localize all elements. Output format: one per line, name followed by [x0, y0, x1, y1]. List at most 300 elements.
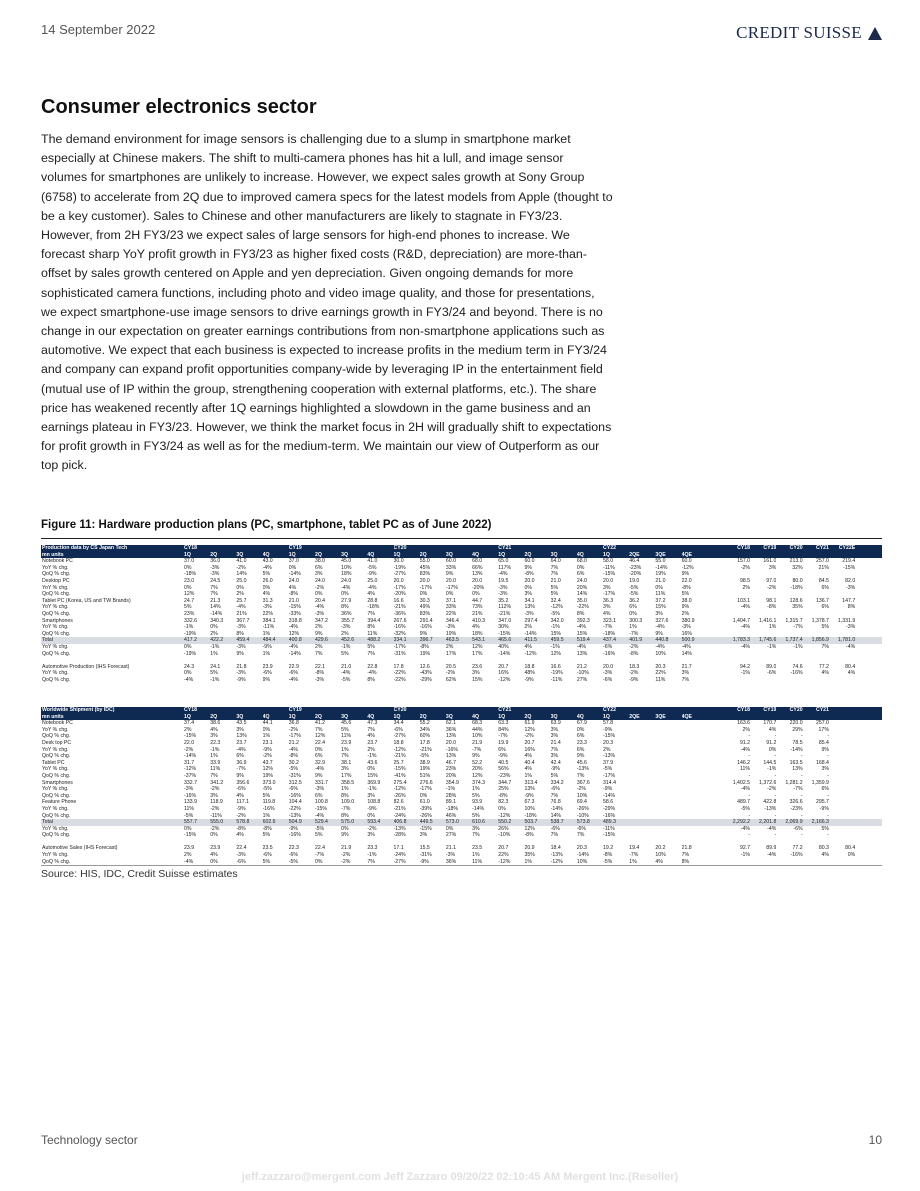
table-cell: 543.1 [472, 637, 486, 644]
table-cell [829, 819, 855, 826]
table-cell: 12% [314, 733, 326, 740]
table-cell: 91.2 [739, 739, 751, 746]
table-cell: -4% [655, 643, 665, 650]
table-cell: 7% [367, 650, 375, 657]
table-row [41, 585, 882, 592]
table-cell: 6% [821, 584, 829, 591]
table-cell [629, 740, 655, 747]
table-cell: -29% [419, 676, 432, 683]
table-cell [829, 571, 855, 578]
table-cell: 18.3 [629, 663, 640, 670]
table-cell [682, 819, 708, 826]
table-cell: - [827, 792, 829, 799]
table-cell: -2% [210, 825, 220, 832]
row-label: YoY % chg. [42, 564, 69, 571]
table-cell: 20.0 [603, 577, 614, 584]
table-cell: 3% [681, 670, 690, 677]
table-cell: 17.1 [393, 845, 404, 852]
table-cell: 1,378.7 [811, 617, 829, 624]
table-cell [829, 832, 855, 839]
table-cell [829, 826, 855, 833]
table-cell [682, 780, 708, 787]
table-cell: 28.8 [367, 597, 378, 604]
column-gap [708, 753, 724, 760]
table-cell: 1Q [393, 713, 401, 720]
table-cell [724, 677, 750, 684]
watermark: jeff.zazzaro@mergent.com Jeff Zazzaro 09/20/22 02:10:45 AM Mergent Inc.(Reseller) [241, 1171, 679, 1183]
table-cell: 4% [367, 733, 375, 740]
table-cell: 38.0 [681, 597, 692, 604]
table-cell [341, 707, 367, 714]
table-cell [236, 707, 262, 714]
table-cell: 20% [576, 584, 588, 591]
table-row [41, 773, 882, 780]
table-cell [655, 766, 681, 773]
table-cell: 0% [210, 624, 218, 631]
table-cell: 30.2 [288, 759, 299, 766]
table-cell: 0% [184, 584, 192, 591]
table-cell: 16% [681, 630, 692, 637]
table-cell: -5% [629, 591, 639, 598]
column-gap [708, 571, 724, 578]
table-cell [776, 651, 802, 658]
table-cell: 367.7 [236, 617, 250, 624]
table-cell: CY22E [838, 545, 856, 551]
table-cell: -3% [236, 852, 246, 859]
table-cell: 2% [524, 624, 532, 631]
table-cell: 4Q [576, 551, 584, 558]
table-cell: - [800, 753, 803, 760]
row-label: Tablet PC [42, 759, 65, 766]
table-cell [750, 591, 776, 598]
table-cell: -3% [210, 571, 220, 578]
table-cell: -20% [629, 571, 642, 578]
table-cell: -9% [603, 726, 613, 733]
table-row [41, 611, 882, 618]
table-cell: CY20 [393, 545, 407, 551]
table-cell: 356.6 [236, 779, 250, 786]
column-gap [708, 670, 724, 677]
table-cell: -6% [236, 786, 246, 793]
table-cell: 21.2 [576, 663, 587, 670]
column-gap [708, 832, 724, 839]
table-cell: -14% [603, 792, 616, 799]
table-cell: 24.7 [184, 597, 195, 604]
table-cell: 19% [445, 630, 457, 637]
table-cell: 7% [367, 610, 375, 617]
table-cell: 1Q [288, 551, 296, 558]
table-row [41, 677, 882, 684]
table-cell: 9% [236, 772, 244, 779]
table-cell: 3Q [550, 551, 558, 558]
table-cell [629, 832, 655, 839]
table-cell: -9% [524, 676, 534, 683]
table-cell [750, 859, 776, 866]
table-cell: -43% [419, 670, 432, 677]
table-cell [829, 773, 855, 780]
column-gap [708, 545, 724, 552]
row-label: QoQ % chg. [42, 832, 71, 839]
table-cell: 89.0 [766, 663, 777, 670]
table-cell: 2,069.9 [785, 819, 803, 826]
page-number: 10 [868, 1133, 882, 1147]
table-cell: 314.4 [603, 779, 616, 786]
table-cell: 91.2 [766, 739, 777, 746]
table-cell [829, 714, 855, 721]
table-cell [420, 545, 446, 552]
table-cell: -4% [367, 584, 377, 591]
table-row [41, 753, 882, 760]
table-cell: -7% [793, 624, 803, 631]
table-cell: 44% [472, 726, 483, 733]
table-cell: - [774, 772, 777, 779]
row-label: YoY % chg. [42, 726, 69, 733]
table-cell: 2Q [419, 713, 427, 720]
table-cell: -6% [262, 670, 272, 677]
table-cell: 0% [847, 852, 856, 859]
row-label: Automotive Sales (IHS Forecast) [42, 845, 118, 852]
table-cell [750, 631, 776, 638]
table-cell: 0% [262, 584, 271, 591]
table-cell: 146.2 [737, 759, 751, 766]
table-cell: 2Q [524, 713, 532, 720]
table-cell: -15% [603, 733, 616, 740]
table-cell: 10% [472, 733, 483, 740]
table-cell: -9% [550, 766, 560, 773]
table-cell: 133.9 [184, 799, 197, 806]
table-cell: -4% [767, 852, 777, 859]
table-cell [629, 826, 655, 833]
table-cell: 20.3 [603, 739, 614, 746]
table-cell: 43.5 [236, 720, 247, 727]
table-cell: 19% [419, 650, 431, 657]
table-cell: 7% [550, 792, 559, 799]
column-gap [708, 664, 724, 671]
table-cell [829, 727, 855, 734]
table-cell: 22.3 [288, 845, 299, 852]
table-cell [655, 727, 681, 734]
table-cell: 0% [498, 805, 506, 812]
table-cell: 417.2 [184, 637, 197, 644]
table-cell: - [774, 733, 777, 740]
column-gap [708, 565, 724, 572]
table-cell: 13% [524, 786, 535, 793]
table-cell: -19% [550, 670, 563, 677]
table-cell: 2% [603, 746, 611, 753]
table-cell: -5% [367, 564, 377, 571]
table-cell: 8% [341, 792, 349, 799]
table-cell: -16% [603, 650, 616, 657]
table-cell: 23.3 [367, 845, 378, 852]
table-cell: 347.0 [498, 617, 512, 624]
table-cell: 2QE [629, 551, 640, 558]
table-cell [776, 571, 802, 578]
table-cell: 36.3 [603, 597, 614, 604]
table-cell: 2,292.2 [732, 819, 751, 826]
table-cell: 46.4 [629, 558, 640, 565]
table-cell: 49% [419, 604, 431, 611]
table-cell: 489.3 [603, 819, 616, 826]
table-cell: -14% [655, 564, 668, 571]
table-row [41, 819, 882, 826]
table-cell: 2% [681, 610, 690, 617]
table-cell: 63.9 [550, 720, 561, 727]
table-cell: 21.7 [681, 663, 692, 670]
table-cell: 267.6 [393, 617, 407, 624]
table-cell: 354.9 [445, 779, 459, 786]
table-cell: 7% [210, 772, 218, 779]
table-cell: 15% [576, 630, 588, 637]
table-cell: 341.2 [210, 779, 224, 786]
column-gap [708, 852, 724, 859]
table-cell: 2Q [314, 551, 322, 558]
table-cell: -9% [367, 571, 377, 578]
row-label: Production data by CS Japan Tech [42, 545, 128, 551]
table-cell: 22% [498, 852, 509, 859]
row-label: Automotive Production (IHS Forecast) [42, 663, 130, 670]
table-cell: 23.9 [262, 663, 273, 670]
table-cell: 26.0 [262, 577, 273, 584]
table-cell: 41.2 [314, 720, 326, 727]
table-row [41, 637, 882, 644]
table-row [41, 852, 882, 859]
table-cell: -6% [603, 676, 613, 683]
table-cell: 16% [524, 746, 535, 753]
table-cell: 6% [629, 604, 637, 611]
table-cell: 3Q [341, 551, 349, 558]
table-cell: 17.8 [393, 663, 404, 670]
table-cell: 7% [681, 852, 690, 859]
table-cell: 74.6 [792, 663, 803, 670]
table-cell: 3Q [236, 713, 244, 720]
table-cell: -32% [393, 630, 406, 637]
table-cell: 44.7 [472, 597, 483, 604]
table-header-row [41, 714, 882, 721]
table-cell: 4% [524, 643, 532, 650]
table-cell: 64.0 [550, 558, 561, 565]
table-cell [629, 747, 655, 754]
column-gap [708, 637, 724, 644]
table-cell [682, 753, 708, 760]
row-label: QoQ % chg. [42, 772, 71, 779]
row-label: QoQ % chg. [42, 792, 71, 799]
table-cell: -4% [740, 746, 751, 753]
table-cell: 20.0 [445, 577, 456, 584]
table-cell [682, 727, 708, 734]
table-cell: 7% [210, 591, 218, 598]
table-cell: 5% [550, 772, 559, 779]
table-cell: 8% [681, 858, 690, 865]
table-cell: 593.4 [367, 819, 381, 826]
table-cell: -5% [288, 766, 298, 773]
table-cell: 11% [210, 766, 221, 773]
table-cell: -12% [393, 786, 406, 793]
table-cell: 396.7 [419, 637, 433, 644]
table-cell: 3% [210, 792, 218, 799]
table-cell: -6% [288, 670, 298, 677]
production-table [41, 545, 882, 683]
table-cell: 22.3 [210, 739, 221, 746]
table-cell: -4% [740, 825, 751, 832]
table-cell: 1,737.4 [785, 637, 803, 644]
table-cell: 3% [821, 766, 829, 773]
table-cell: 37.0 [184, 558, 195, 565]
table-cell: -15% [419, 825, 432, 832]
table-cell: 136.7 [815, 597, 829, 604]
table-cell: 2% [184, 726, 192, 733]
table-cell: 3% [367, 832, 375, 839]
table-cell: 9% [419, 630, 428, 637]
table-cell: -5% [740, 805, 751, 812]
table-cell [803, 591, 829, 598]
row-label: YoY % chg. [42, 852, 69, 859]
table-cell: 43.6 [367, 759, 378, 766]
table-cell: 23.5 [472, 845, 483, 852]
table-cell: 4% [288, 584, 297, 591]
column-gap [708, 585, 724, 592]
table-cell: -4% [341, 584, 351, 591]
table-cell: 21.0 [550, 577, 561, 584]
table-cell: 3% [367, 792, 375, 799]
table-cell: 17.8 [419, 739, 430, 746]
table-cell: 24.0 [341, 577, 352, 584]
table-cell [829, 677, 855, 684]
table-cell: -14% [288, 571, 301, 578]
table-cell: 2% [367, 746, 375, 753]
table-cell: 7% [367, 726, 375, 733]
table-cell: 20.9 [524, 845, 535, 852]
table-cell: 0% [184, 643, 192, 650]
table-cell: 4QE [681, 713, 692, 720]
table-cell: -21% [393, 753, 406, 760]
table-cell: 14% [576, 591, 588, 598]
table-cell: -15% [184, 733, 197, 740]
table-cell: -8% [629, 650, 639, 657]
table-cell: 19.5 [498, 577, 509, 584]
table-cell: -3% [445, 852, 456, 859]
table-cell: 37.4 [184, 720, 195, 727]
table-cell [776, 714, 802, 721]
table-cell: CY22 [603, 707, 616, 713]
table-cell: 68.3 [472, 720, 483, 727]
table-cell: 0% [184, 564, 192, 571]
table-cell [315, 707, 341, 714]
table-cell: 29% [792, 726, 803, 733]
table-cell: 1% [768, 624, 777, 631]
table-cell: 20.4 [314, 597, 326, 604]
column-gap [708, 707, 724, 714]
table-cell [829, 631, 855, 638]
table-cell: -4% [184, 858, 194, 865]
shipment-table [41, 707, 882, 865]
report-date: 14 September 2022 [41, 22, 156, 37]
table-cell: 23.9 [210, 845, 221, 852]
table-cell: 465.6 [498, 637, 512, 644]
table-cell: 19% [262, 772, 273, 779]
table-cell: 1% [262, 733, 271, 740]
table-cell: 32.4 [550, 597, 561, 604]
sail-icon [868, 27, 882, 40]
table-cell: -17% [419, 786, 432, 793]
table-cell: 20.0 [445, 739, 456, 746]
table-cell: 4Q [576, 713, 584, 720]
table-cell: -3% [498, 591, 508, 598]
table-cell: 8% [367, 676, 375, 683]
table-cell: 23.9 [184, 845, 195, 852]
table-cell: -16% [262, 805, 275, 812]
table-cell: 9% [341, 832, 349, 839]
table-cell: 163.6 [737, 720, 751, 727]
figure-source: Source: HIS, IDC, Credit Suisse estimates [41, 868, 238, 880]
table-row [41, 571, 882, 578]
table-cell [263, 707, 289, 714]
table-cell: 19.4 [629, 845, 640, 852]
table-cell: 6% [576, 733, 585, 740]
table-cell: 1Q [603, 713, 610, 720]
table-cell: 0% [184, 670, 192, 677]
table-cell [629, 753, 655, 760]
table-cell: 9% [472, 753, 480, 760]
table-cell [577, 707, 603, 714]
table-cell [236, 545, 262, 552]
table-cell: 78.5 [792, 739, 803, 746]
table-cell: 4% [236, 832, 244, 839]
table-cell: -19% [184, 630, 197, 637]
table-cell: 119.8 [262, 799, 276, 806]
table-cell [551, 707, 577, 714]
table-cell: -16% [288, 832, 301, 839]
table-cell: -14% [184, 753, 197, 760]
table-cell: 500.9 [681, 637, 695, 644]
table-cell [682, 799, 708, 806]
table-cell: 30% [498, 624, 509, 631]
table-row [41, 727, 882, 734]
table-cell: -10% [498, 832, 511, 839]
table-cell: 28% [445, 792, 457, 799]
table-row [41, 591, 882, 598]
table-cell: 58.6 [603, 799, 614, 806]
table-cell: 19% [419, 766, 431, 773]
table-cell: -5% [262, 786, 272, 793]
table-header-row [41, 545, 882, 552]
table-cell: 3% [550, 753, 559, 760]
table-cell: 19% [655, 571, 666, 578]
table-cell: 73% [472, 604, 483, 611]
table-cell: -10% [576, 670, 589, 677]
table-cell [776, 631, 802, 638]
table-cell: -41% [393, 772, 406, 779]
table-cell: -3% [236, 624, 246, 631]
table-cell: -4% [655, 624, 665, 631]
table-cell: 326.6 [789, 799, 803, 806]
table-cell: 15% [550, 630, 562, 637]
column-gap [708, 727, 724, 734]
table-cell: 58.0 [603, 558, 614, 565]
table-cell: 610.6 [472, 819, 486, 826]
table-cell: 406.8 [393, 819, 407, 826]
column-gap [708, 720, 724, 727]
table-cell: 1Q [184, 551, 191, 558]
table-cell: 20% [472, 766, 483, 773]
table-cell: 36% [445, 726, 457, 733]
table-cell: -14% [210, 610, 223, 617]
table-cell: 118.9 [210, 799, 223, 806]
table-cell: -5% [603, 858, 613, 865]
table-row [41, 813, 882, 820]
table-cell: 9% [262, 676, 271, 683]
table-cell: 291.4 [419, 617, 433, 624]
table-row [41, 578, 882, 585]
